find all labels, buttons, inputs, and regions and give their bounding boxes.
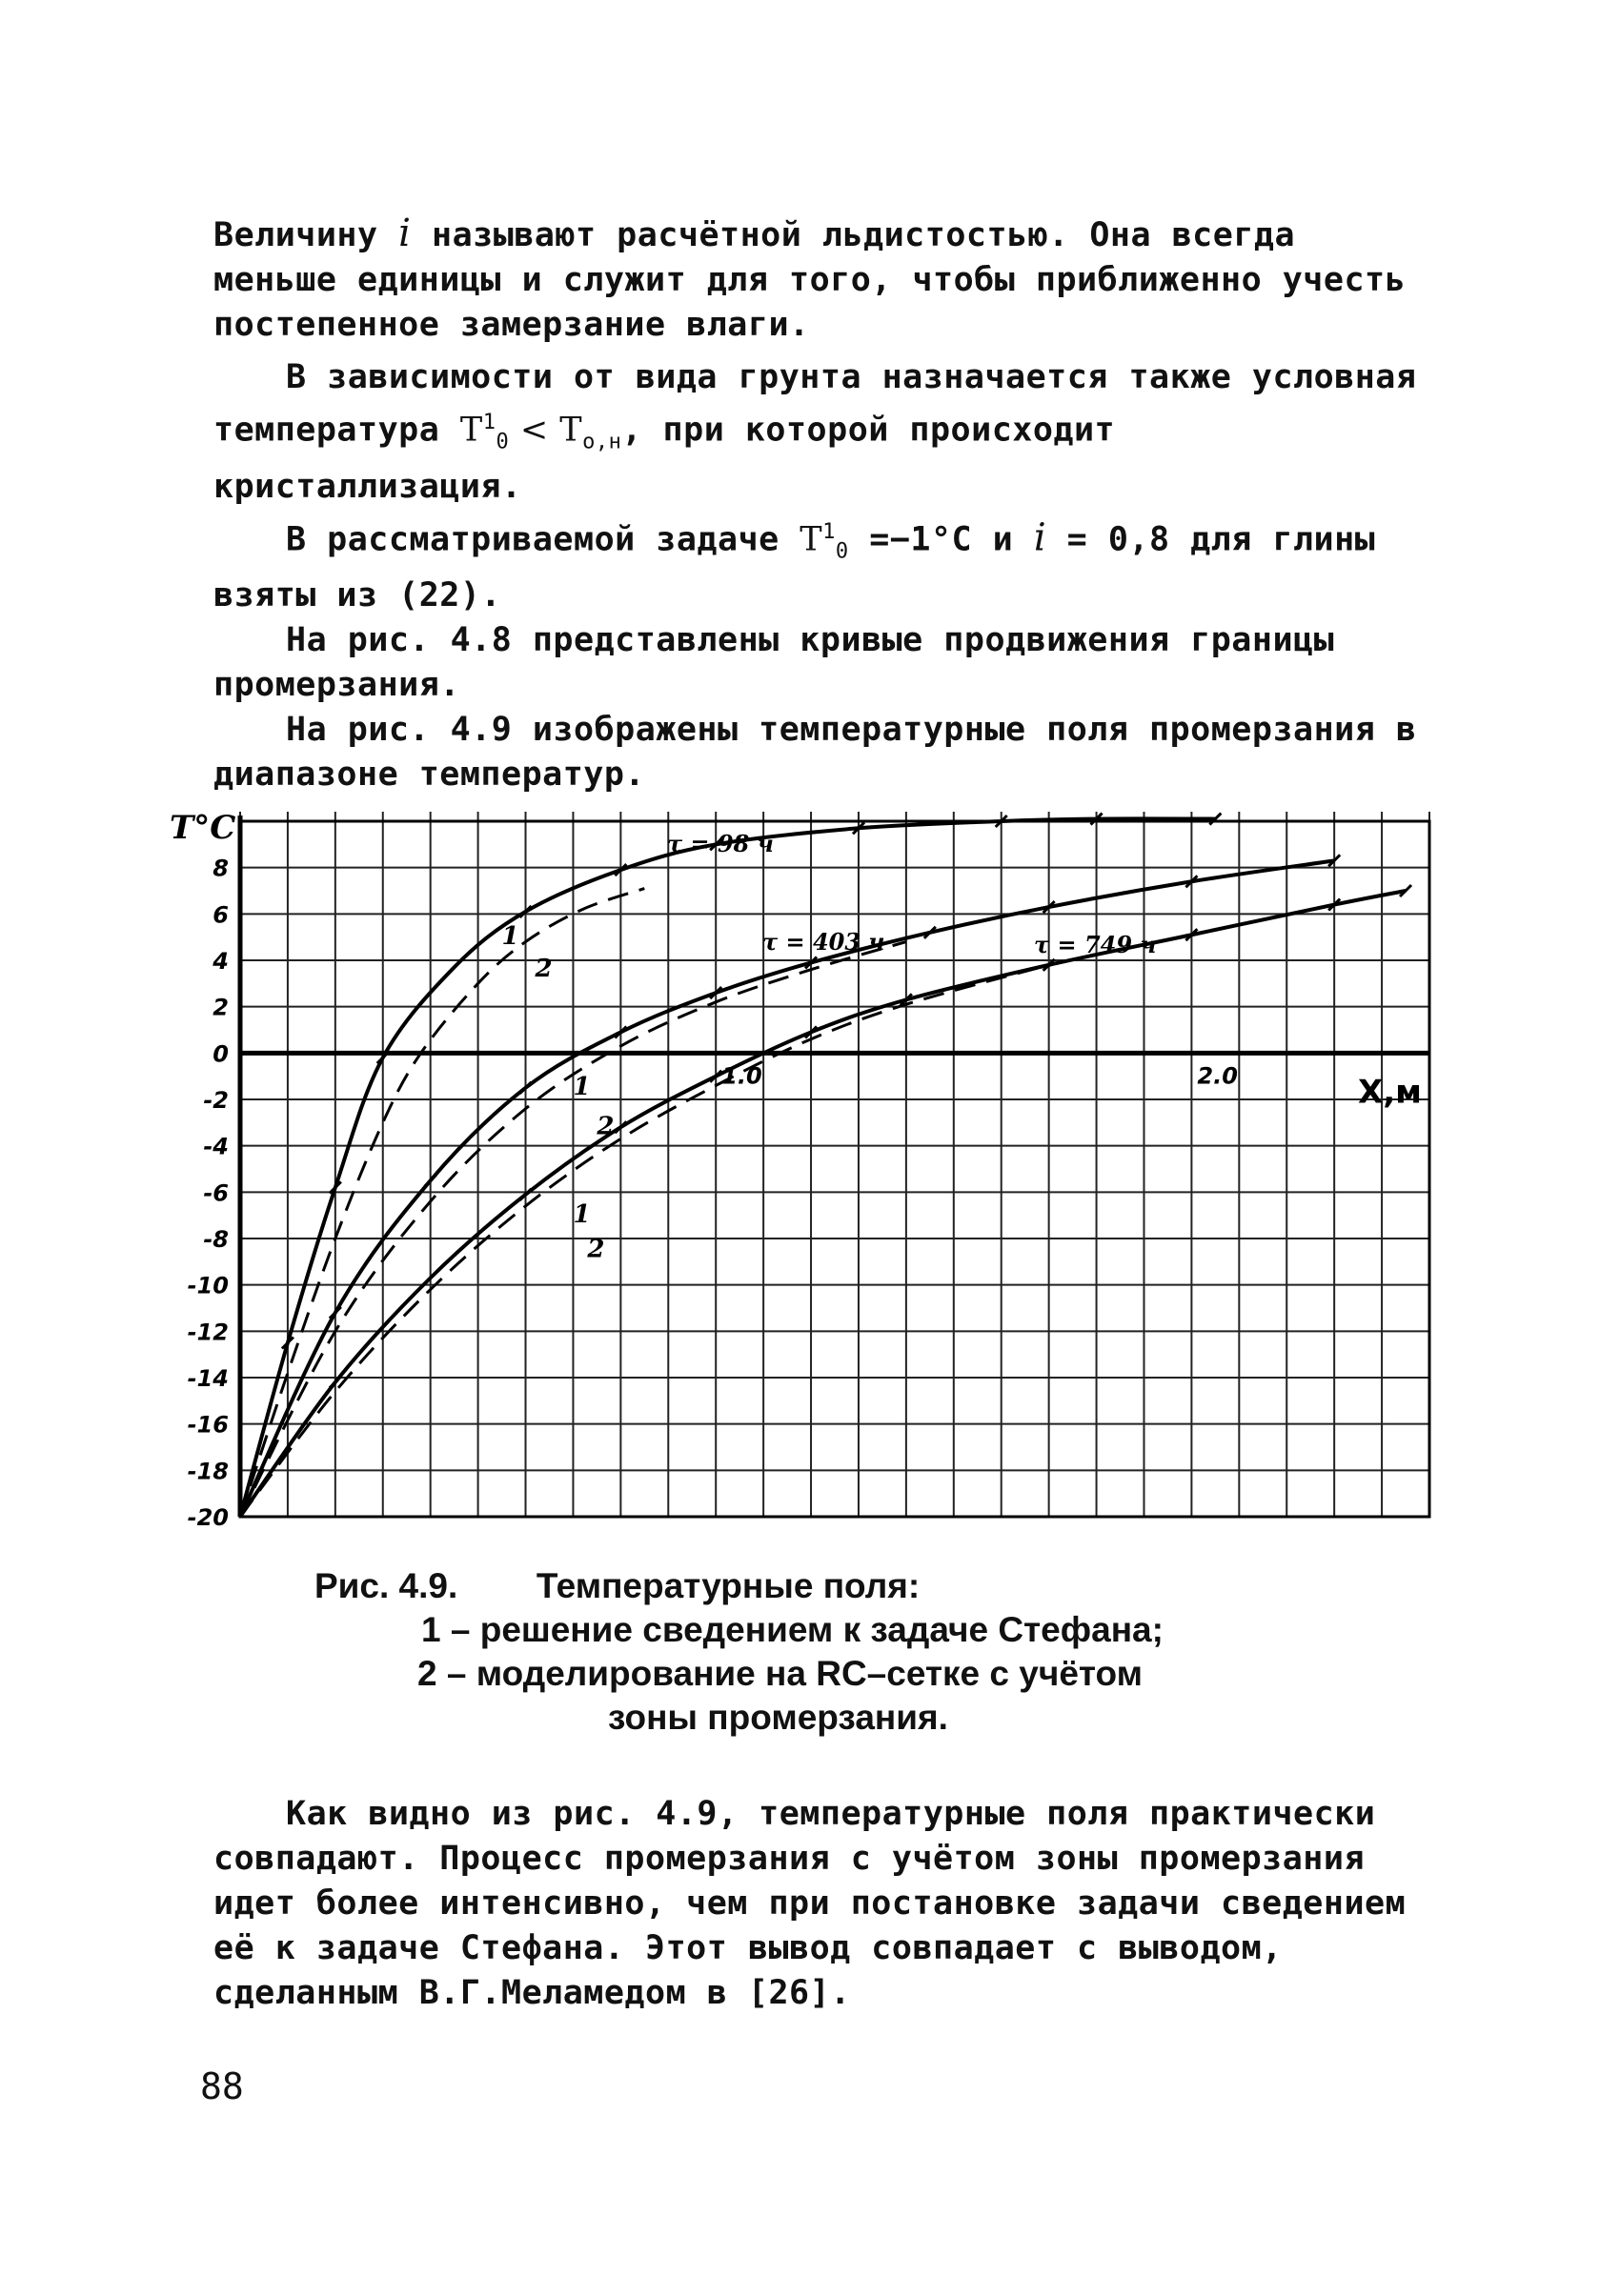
y-tick-label: 2 [213, 994, 229, 1021]
p2-T: T [459, 411, 483, 450]
y-tick-label: 4 [213, 948, 229, 975]
y-tick-label: -2 [203, 1087, 229, 1114]
series-line-5 [240, 891, 1406, 1517]
series-line-1 [240, 818, 1215, 1517]
series-label: τ = 749 ч [1034, 931, 1157, 958]
y-tick-label: 8 [213, 855, 229, 882]
series-line-6 [240, 965, 1049, 1517]
p3-end: = 0,8 для глины взяты из (22). [213, 520, 1376, 615]
chart-curves [240, 814, 1411, 1517]
y-tick-label: -20 [187, 1504, 229, 1531]
y-tick-label: -12 [187, 1319, 229, 1346]
y-tick-label: 6 [213, 901, 229, 929]
y-axis-label: T°C [170, 809, 236, 847]
chart-frame [240, 821, 1429, 1517]
x-tick-label: 2.0 [1197, 1062, 1238, 1090]
p2-start: В зависимости от вида грунта назначается также условная температура [213, 358, 1417, 450]
p3-symbol-i: i [1033, 515, 1047, 560]
caption-label: Рис. 4.9. [314, 1566, 458, 1605]
y-tick-label: 0 [213, 1040, 229, 1068]
chart-labels [170, 809, 1422, 1531]
p1-end: называют расчётной льдистостью. Она всегда меньше единицы и служит для того, чтобы приближенно учесть постепенное замерзание влаги. [213, 216, 1407, 344]
paragraph-5: На рис. 4.9 изображены температурные поля промерзания в диапазоне температур. [213, 711, 1417, 795]
series-label: τ = 403 ч [762, 928, 885, 956]
data-point [449, 961, 460, 973]
curve-number-label: 1 [573, 1199, 591, 1229]
y-tick-label: -18 [187, 1458, 229, 1485]
curve-number-label: 1 [501, 921, 519, 951]
p2-end: , при которой происходит кристаллизация. [213, 411, 1116, 506]
y-tick-label: -8 [203, 1226, 229, 1253]
symbol-i: i [398, 211, 412, 255]
caption-line-3: зоны промерзания. [608, 1698, 948, 1737]
p2-sup: 1 [482, 411, 496, 434]
chart-grid [240, 812, 1429, 1517]
y-tick-label: -4 [203, 1133, 229, 1160]
y-tick-label: -14 [187, 1365, 229, 1392]
p1-start: Величину [213, 216, 399, 254]
y-tick-label: -16 [187, 1411, 229, 1439]
curve-number-label: 2 [535, 955, 553, 984]
caption-row-1 [314, 1564, 1363, 1608]
p3-sup: 1 [822, 519, 836, 544]
p2-sub2: о,н [582, 430, 622, 454]
caption-line-2: 2 – моделирование на RC–сетке с учётом [417, 1654, 1144, 1693]
p2-sub: 0 [496, 430, 510, 454]
page-number: 88 [200, 2065, 244, 2107]
y-tick-label: -10 [187, 1272, 229, 1299]
series-line-3 [240, 860, 1334, 1517]
series-label: τ = 98 ч [667, 830, 774, 857]
figure-caption [314, 1564, 1363, 1740]
curve-number-label: 2 [597, 1112, 615, 1141]
p3-start: В рассматриваемой задаче [286, 520, 800, 559]
y-tick-label: -6 [203, 1179, 229, 1207]
caption-title: Температурные поля: [536, 1566, 921, 1605]
x-tick-label: 1.0 [721, 1062, 762, 1090]
curve-number-label: 2 [587, 1235, 605, 1264]
curve-number-label: 1 [573, 1073, 591, 1102]
p3-sub: 0 [835, 539, 849, 564]
paragraph-4: На рис. 4.8 представлены кривые продвижения границы промерзания. [213, 621, 1335, 705]
paragraph-6: Как видно из рис. 4.9, температурные поля практически совпадают. Процесс промерзания с учётом зоны промерзания идет более интенсивно, чем при постановке задачи сведением её к задаче Стефана. Этот вывод совпадает с выводом, сделанным В.Г.Меламедом в [26]. [213, 1795, 1407, 2012]
caption-line-1: 1 – решение сведением к задаче Стефана; [421, 1610, 1164, 1649]
p3-mid: =−1°С и [848, 520, 1034, 559]
p3-T: T [800, 520, 823, 559]
x-axis-label: X,м [1358, 1073, 1422, 1112]
body-text-bottom [213, 1792, 1419, 2016]
p2-mid: < T [509, 411, 583, 450]
